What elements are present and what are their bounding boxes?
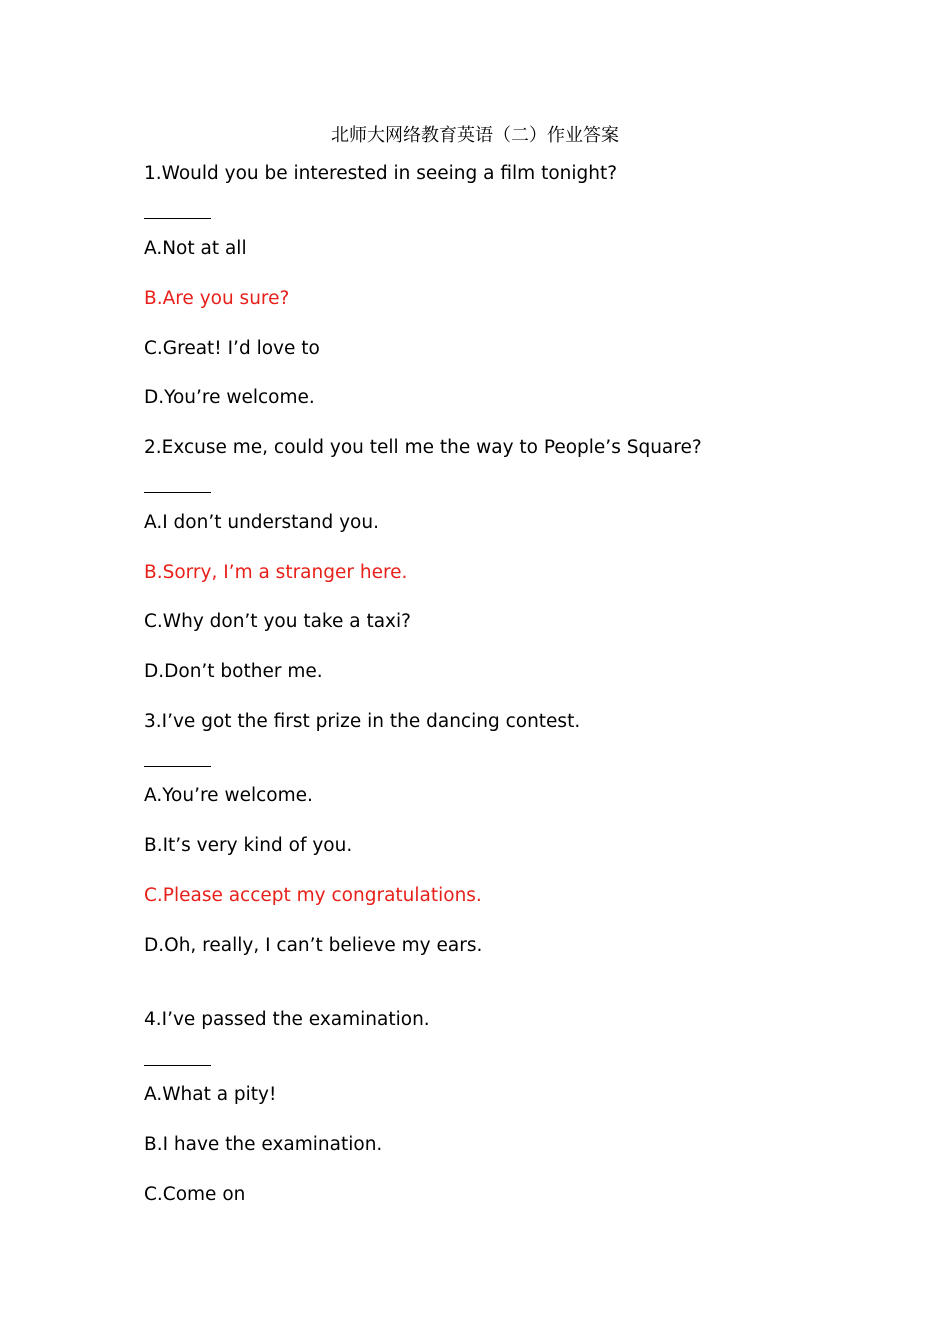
- question-1-option-d: D.You’re welcome.: [144, 387, 315, 408]
- question-1-option-a: A.Not at all: [144, 238, 247, 259]
- question-4-option-c: C.Come on: [144, 1184, 246, 1205]
- question-3-option-d: D.Oh, really, I can’t believe my ears.: [144, 935, 483, 956]
- question-3-option-a: A.You’re welcome.: [144, 785, 313, 806]
- question-4-option-b: B.I have the examination.: [144, 1134, 383, 1155]
- question-1-prompt: 1.Would you be interested in seeing a film tonight?: [144, 163, 618, 184]
- question-3-answer-blank: [144, 766, 211, 767]
- question-3-prompt: 3.I’ve got the first prize in the dancing contest.: [144, 711, 581, 732]
- question-2-option-a: A.I don’t understand you.: [144, 512, 379, 533]
- question-3-option-b: B.It’s very kind of you.: [144, 835, 353, 856]
- question-2-option-b-marked: B.Sorry, I’m a stranger here.: [144, 562, 408, 583]
- question-2-prompt: 2.Excuse me, could you tell me the way to People’s Square?: [144, 437, 702, 458]
- document-title: 北师大网络教育英语（二）作业答案: [331, 125, 619, 146]
- question-4-option-a: A.What a pity!: [144, 1084, 277, 1105]
- question-1-option-c: C.Great! I’d love to: [144, 338, 320, 359]
- question-4-answer-blank: [144, 1065, 211, 1066]
- question-1-answer-blank: [144, 218, 211, 219]
- question-2-option-c: C.Why don’t you take a taxi?: [144, 611, 411, 632]
- question-2-option-d: D.Don’t bother me.: [144, 661, 323, 682]
- question-2-answer-blank: [144, 492, 211, 493]
- question-4-prompt: 4.I’ve passed the examination.: [144, 1009, 430, 1030]
- question-3-option-c-marked: C.Please accept my congratulations.: [144, 885, 482, 906]
- question-1-option-b-marked: B.Are you sure?: [144, 288, 290, 309]
